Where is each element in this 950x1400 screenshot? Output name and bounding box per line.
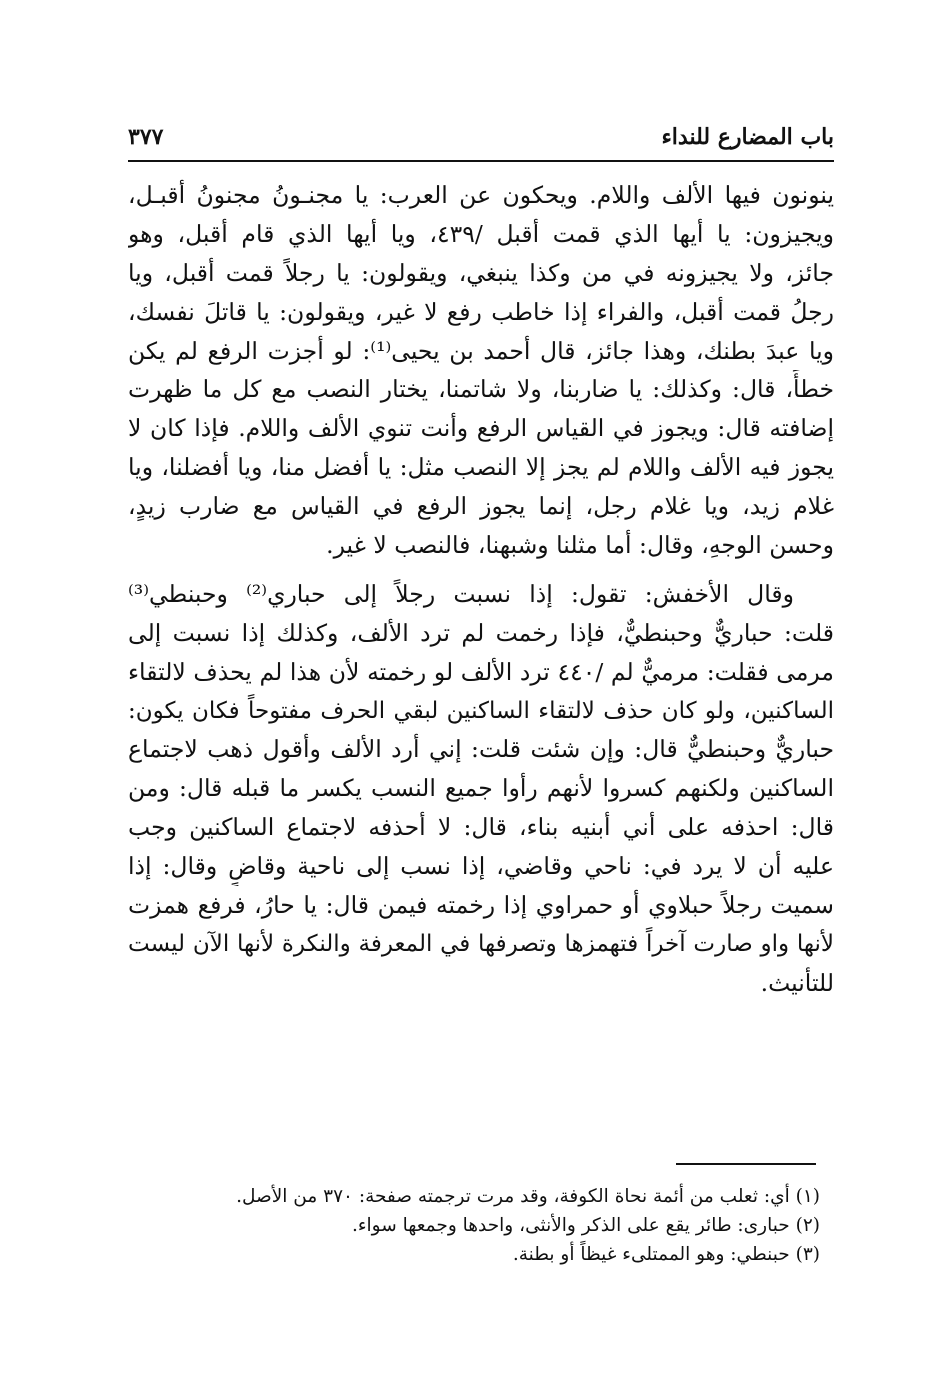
text-line: قلت: حباريٌّ وحبنطيٌّ، فإذا رخمت لم ترد الألف، وكذلك إذا نسبت إلى	[128, 618, 834, 647]
page-number: ٣٧٧	[128, 124, 164, 150]
running-header	[128, 118, 834, 158]
text-line: خطأً، قال: وكذلك: يا ضاربنا، ولا شاتمنا، يختار النصب مع كل ما ظهرت	[128, 375, 834, 404]
text-line: ينونون فيها الألف واللام. ويحكون عن العرب: يا مجنـونُ مجنونُ أقبـل،	[128, 181, 834, 209]
text-line: ويجيزون: يا أيها الذي قمت أقبل /٤٣٩، ويا أيها الذي قام أقبل، وهو	[128, 219, 834, 248]
text-line: قال: احذفه على أني أبنيه بناء، قال: لا أحذفه لاجتماع الساكنين وجب	[128, 813, 834, 842]
text-line: رجلُ قمت أقبل، والفراء إذا خاطب رفع لا غير، ويقولون: يا قاتلَ نفسك،	[128, 297, 834, 326]
footnotes	[128, 1182, 834, 1269]
paragraph-gap	[128, 565, 834, 575]
paragraph-2	[128, 575, 834, 1003]
text-line: يجوز فيه الألف واللام لم يجز إلا النصب مثل: يا أفضل منا، ويا أفضلنا، ويا	[128, 453, 834, 482]
text-line: وحسن الوجهِ، وقال: أما مثلنا وشبهنا، فالنصب لا غير.	[326, 531, 834, 560]
text-line: ويا عبدَ بطنك، وهذا جائز، قال أحمد بن يحيى⁽¹⁾: لو أجزت الرفع لم يكن	[128, 336, 834, 365]
text-line: مرمى فقلت: مرميٌّ لم /٤٤٠ ترد الألف لو رخمته لأن هذا لم يحذف لالتقاء	[128, 657, 834, 686]
text-line: الساكنين ولكنهم كسروا لأنهم رأوا جميع النسب يكسر ما قبله قال: ومن	[128, 774, 834, 803]
footnote-1: (١) أي: ثعلب من أئمة نحاة الكوفة، وقد مرت ترجمته صفحة: ٣٧٠ من الأصل.	[236, 1186, 820, 1207]
text-line: جائز، ولا يجيزونه في من وكذا ينبغي، ويقولون: يا رجلاً قمت أقبل، ويا	[128, 258, 834, 287]
header-rule	[128, 160, 834, 162]
text-line: عليه أن لا يرد في: ناحي وقاضي، إذا نسب إلى ناحية وقاضٍ وقال: إذا	[128, 852, 834, 881]
text-line: غلام زيد، ويا غلام رجل، إنما يجوز الرفع في القياس مع ضارب زيدٍ،	[128, 492, 834, 521]
text-line: سميت رجلاً حبلاوي أو حمراوي إذا رخمته فيمن قال: يا حارُ، فرفع همزت	[128, 891, 834, 920]
text-line: وقال الأخفش: تقول: إذا نسبت رجلاً إلى حباري⁽²⁾ وحبنطي⁽³⁾	[128, 579, 794, 608]
text-line: للتأنيث.	[760, 968, 834, 997]
text-line: لأنها واو صارت آخراً فتهمزها وتصرفها في المعرفة والنكرة لأنها الآن ليست	[128, 930, 834, 957]
text-line: الساكنين، ولو كان حذف لالتقاء الساكنين لبقي الحرف مفتوحاً فكان يكون:	[128, 697, 834, 724]
footnote-rule	[676, 1163, 816, 1165]
chapter-title: باب المضارع للنداء	[661, 124, 834, 150]
footnote-3: (٣) حبنطي: وهو الممتلىء غيظاً أو بطنة.	[512, 1244, 820, 1265]
text-line: حباريٌّ وحبنطيٌّ قال: وإن شئت قلت: إني أرد الألف وأقول ذهب لاجتماع	[128, 735, 834, 764]
body-text	[128, 176, 834, 1003]
text-line: إضافته قال: ويجوز في القياس الرفع وأنت تنوي الألف واللام. فإذا كان لا	[128, 414, 834, 443]
footnote-2: (٢) حبارى: طائر يقع على الذكر والأنثى، واحدها وجمعها سواء.	[351, 1215, 820, 1236]
paragraph-1	[128, 176, 834, 565]
